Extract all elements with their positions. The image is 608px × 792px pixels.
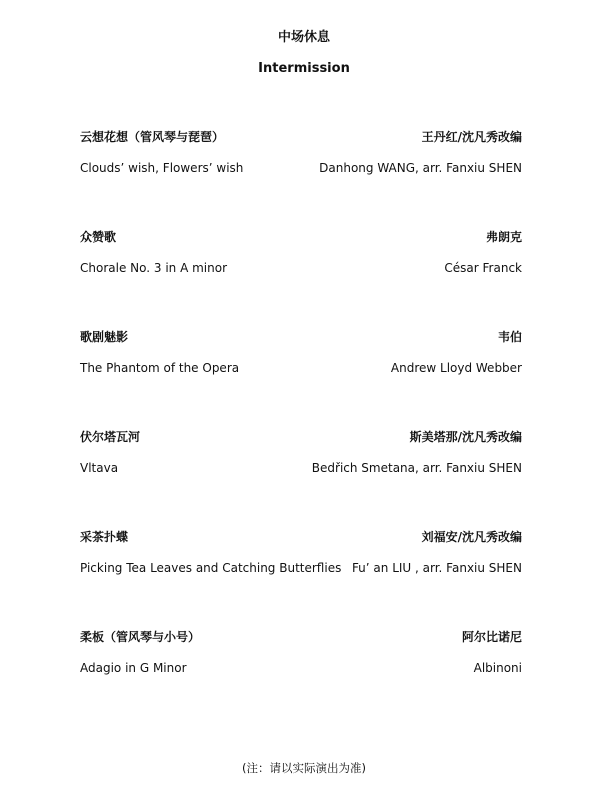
piece-title-english: Clouds’ wish, Flowers’ wish (80, 161, 244, 175)
composer-chinese: 王丹红/沈凡秀改编 (421, 130, 522, 144)
program-item (80, 228, 522, 328)
piece-title-chinese: 柔板（管风琴与小号） (80, 630, 201, 644)
composer-english: Albinoni (473, 661, 522, 675)
piece-title-chinese: 采茶扑蝶 (80, 530, 129, 544)
composer-chinese: 弗朗克 (485, 230, 522, 244)
composer-english: Bedřich Smetana, arr. Fanxiu SHEN (311, 461, 522, 475)
program-item (80, 528, 522, 628)
page-title-english: Intermission (258, 61, 350, 76)
piece-title-english: Chorale No. 3 in A minor (80, 261, 228, 275)
piece-title-english: Vltava (80, 461, 119, 475)
composer-english: César Franck (444, 261, 522, 275)
program-item (80, 328, 522, 428)
composer-english: Fu’ an LIU , arr. Fanxiu SHEN (351, 561, 522, 575)
composer-chinese: 刘福安/沈凡秀改编 (421, 530, 522, 544)
piece-title-english: The Phantom of the Opera (80, 361, 240, 375)
program-item (80, 128, 522, 228)
composer-english: Andrew Lloyd Webber (390, 361, 522, 375)
composer-chinese: 斯美塔那/沈凡秀改编 (409, 430, 522, 444)
composer-chinese: 韦伯 (497, 330, 522, 344)
piece-title-chinese: 云想花想（管风琴与琵琶） (80, 130, 225, 144)
piece-title-chinese: 歌剧魅影 (80, 330, 129, 344)
program-item (80, 428, 522, 528)
program-list (80, 128, 522, 728)
piece-title-chinese: 众赞歌 (80, 230, 117, 244)
piece-title-english: Adagio in G Minor (80, 661, 187, 675)
footer-note: (注：请以实际演出为准) (242, 761, 366, 775)
composer-chinese: 阿尔比诺尼 (461, 630, 522, 644)
piece-title-english: Picking Tea Leaves and Catching Butterflies (80, 561, 342, 575)
composer-english: Danhong WANG, arr. Fanxiu SHEN (319, 161, 522, 175)
piece-title-chinese: 伏尔塔瓦河 (80, 430, 141, 444)
program-item (80, 628, 522, 728)
page-title-chinese: 中场休息 (277, 30, 330, 45)
